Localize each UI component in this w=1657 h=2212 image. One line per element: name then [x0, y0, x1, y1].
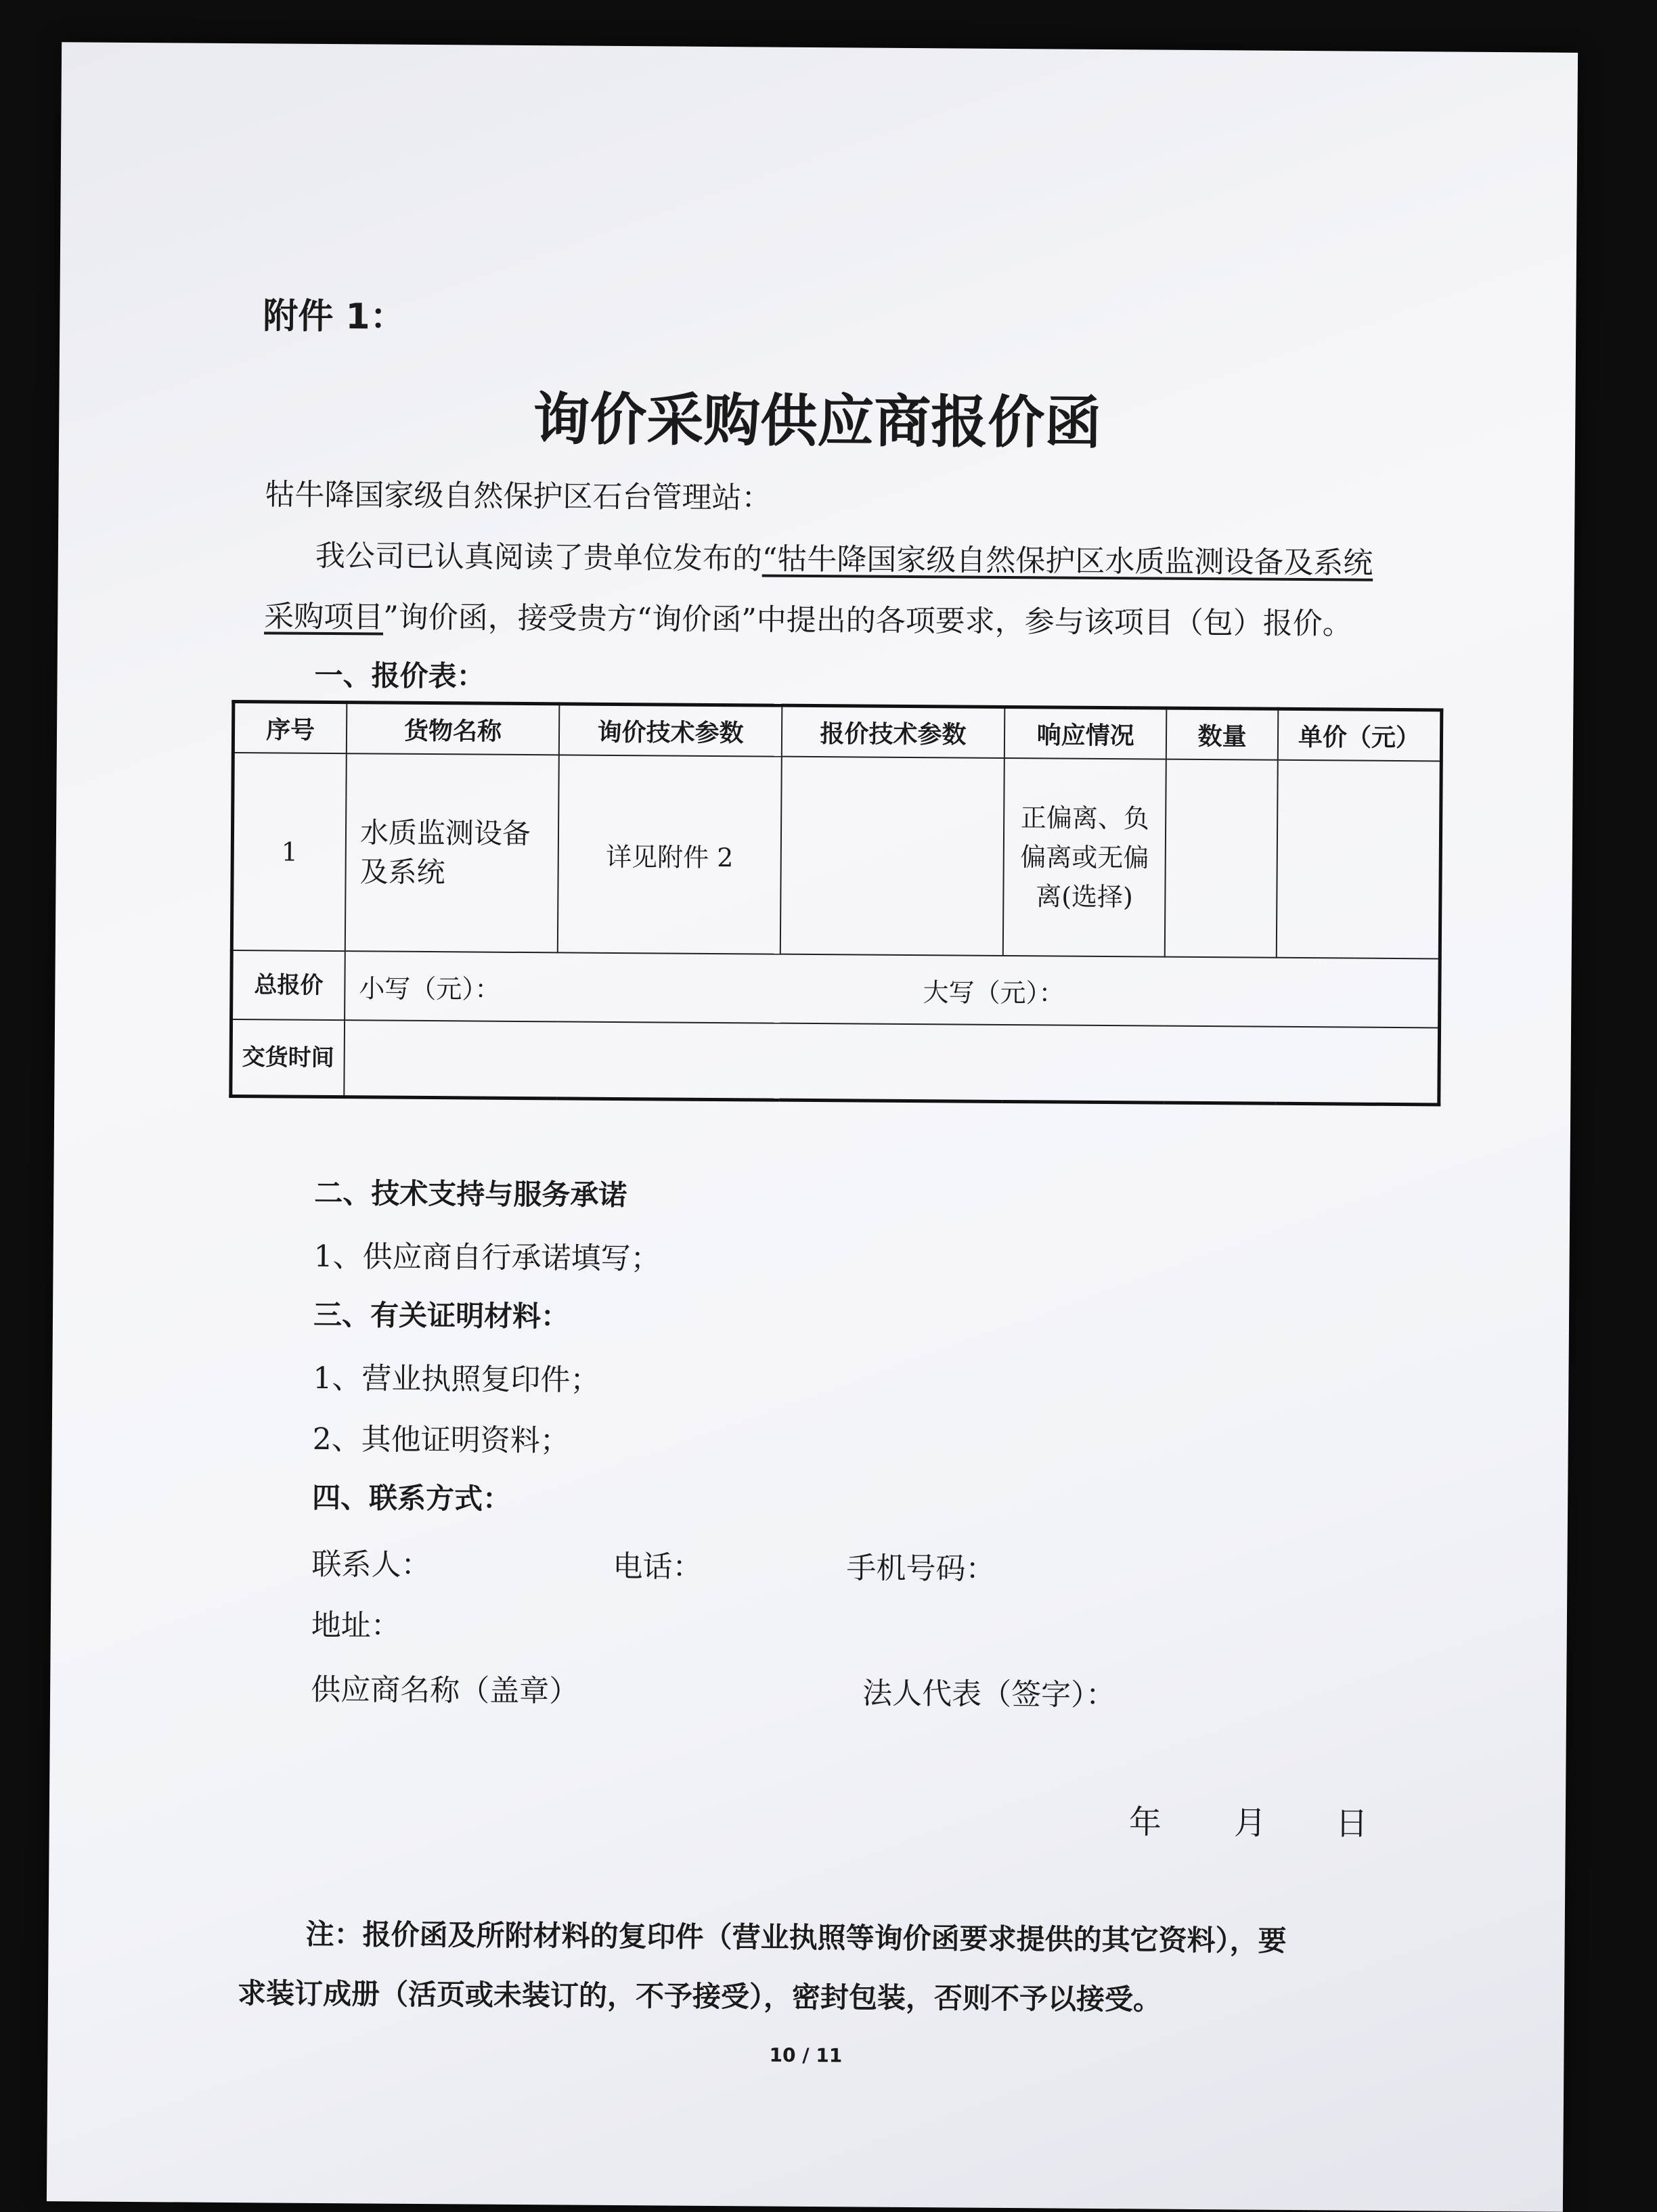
header-response: 响应情况 [1004, 707, 1167, 759]
project-name-part2: 采购项目 [264, 599, 384, 635]
project-name-part1: “牯牛降国家级自然保护区水质监测设备及系统 [761, 541, 1373, 581]
cell-index: 1 [231, 753, 347, 951]
section3-title: 三、有关证明材料： [313, 1298, 570, 1333]
address: 地址： [311, 1608, 401, 1643]
date-day: 日 [1335, 1805, 1369, 1843]
mobile: 手机号码： [846, 1551, 996, 1587]
total-label: 总报价 [231, 950, 345, 1020]
legal-representative: 法人代表（签字）： [862, 1676, 1116, 1713]
section3-item2: 2、其他证明资料； [312, 1421, 570, 1459]
intro-line-2 [264, 592, 1352, 642]
date-month: 月 [1233, 1804, 1267, 1842]
cell-unit-price [1277, 760, 1442, 959]
header-goods-name: 货物名称 [347, 703, 560, 755]
cell-quantity [1165, 759, 1278, 958]
cell-quote-params [780, 757, 1004, 956]
header-index: 序号 [233, 702, 347, 754]
delivery-value [344, 1020, 1439, 1105]
intro-prefix: 我公司已认真阅读了贵单位发布的 [315, 538, 763, 577]
header-quote-params: 报价技术参数 [782, 705, 1004, 758]
quote-table [229, 700, 1443, 1106]
supplier-name: 供应商名称（盖章） [311, 1672, 579, 1709]
table-header-row [233, 702, 1441, 761]
addressee: 牯牛降国家级自然保护区石台管理站： [265, 477, 772, 516]
delivery-label: 交货时间 [231, 1019, 345, 1097]
document-title: 询价采购供应商报价函 [532, 386, 1102, 456]
section2-item1: 1、供应商自行承诺填写； [313, 1239, 661, 1277]
cell-inquiry-params: 详见附件 2 [558, 755, 782, 954]
intro-suffix: ”询价函，接受贵方“询价函”中提出的各项要求，参与该项目（包）报价。 [383, 600, 1352, 642]
intro-line-1 [315, 531, 1373, 582]
total-row [231, 950, 1440, 1027]
cell-response: 正偏离、负偏离或无偏离(选择) [1003, 758, 1166, 957]
note-line-1: 注：报价函及所附材料的复印件（营业执照等询价函要求提供的其它资料），要 [305, 1917, 1287, 1957]
table-row [231, 753, 1441, 958]
header-quantity: 数量 [1166, 708, 1278, 760]
section1-title: 一、报价表： [314, 658, 485, 693]
contact-person: 联系人： [311, 1547, 431, 1583]
section4-title: 四、联系方式： [311, 1480, 512, 1516]
header-inquiry-params: 询价技术参数 [559, 704, 782, 757]
date-year: 年 [1128, 1803, 1162, 1842]
delivery-row [231, 1019, 1440, 1105]
phone: 电话： [613, 1549, 703, 1585]
header-unit-price: 单价（元） [1278, 709, 1442, 761]
note-line-2: 求装订成册（活页或未装订的，不予接受），密封包装，否则不予以接受。 [237, 1976, 1162, 2016]
page-number: 10 / 11 [769, 2043, 843, 2067]
document-page [47, 42, 1578, 2212]
section2-title: 二、技术支持与服务承诺 [314, 1176, 627, 1212]
attachment-label: 附件 1： [263, 296, 405, 338]
section3-item1: 1、营业执照复印件； [313, 1361, 600, 1398]
total-lower: 小写（元）： [359, 973, 501, 1004]
cell-goods-name: 水质监测设备及系统 [345, 753, 559, 952]
total-values [345, 951, 1440, 1027]
total-upper: 大写（元）： [923, 977, 1065, 1009]
